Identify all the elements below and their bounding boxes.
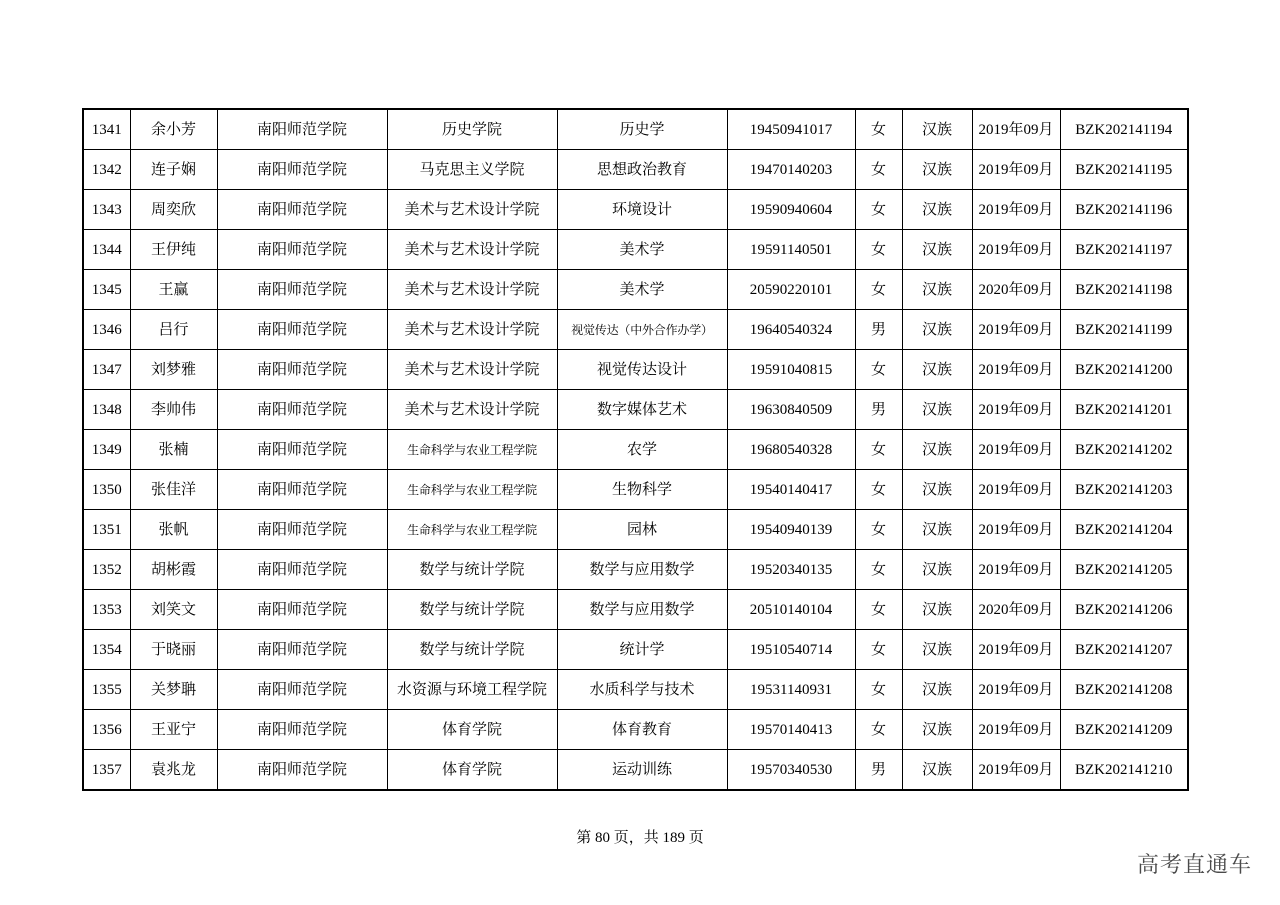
university-cell: 南阳师范学院 xyxy=(217,150,387,190)
gender-cell: 女 xyxy=(855,350,902,390)
table-row xyxy=(83,590,1188,630)
major-cell: 农学 xyxy=(557,430,727,470)
gender-cell: 男 xyxy=(855,310,902,350)
enrollment-date-cell: 2019年09月 xyxy=(972,670,1060,710)
student-name-cell: 王亚宁 xyxy=(130,710,217,750)
enrollment-date-cell: 2019年09月 xyxy=(972,550,1060,590)
enrollment-date-cell: 2019年09月 xyxy=(972,630,1060,670)
university-cell: 南阳师范学院 xyxy=(217,310,387,350)
major-cell: 水质科学与技术 xyxy=(557,670,727,710)
gender-cell: 女 xyxy=(855,109,902,150)
college-cell: 美术与艺术设计学院 xyxy=(387,390,557,430)
ethnicity-cell: 汉族 xyxy=(902,350,972,390)
table-row xyxy=(83,310,1188,350)
row-number-cell: 1349 xyxy=(83,430,130,470)
university-cell: 南阳师范学院 xyxy=(217,550,387,590)
gender-cell: 女 xyxy=(855,470,902,510)
ethnicity-cell: 汉族 xyxy=(902,150,972,190)
enrollment-date-cell: 2019年09月 xyxy=(972,350,1060,390)
certificate-code-cell: BZK202141203 xyxy=(1060,470,1188,510)
row-number-cell: 1354 xyxy=(83,630,130,670)
gender-cell: 女 xyxy=(855,150,902,190)
ethnicity-cell: 汉族 xyxy=(902,510,972,550)
enrollment-date-cell: 2019年09月 xyxy=(972,510,1060,550)
enrollment-date-cell: 2019年09月 xyxy=(972,430,1060,470)
major-cell: 视觉传达设计 xyxy=(557,350,727,390)
table-row xyxy=(83,710,1188,750)
student-name-cell: 王伊纯 xyxy=(130,230,217,270)
student-id-cell: 19570340530 xyxy=(727,750,855,791)
student-id-cell: 19450941017 xyxy=(727,109,855,150)
student-name-cell: 张佳洋 xyxy=(130,470,217,510)
ethnicity-cell: 汉族 xyxy=(902,470,972,510)
gender-cell: 女 xyxy=(855,670,902,710)
enrollment-date-cell: 2019年09月 xyxy=(972,710,1060,750)
watermark-logo-text: 高考直通车 xyxy=(1136,852,1252,877)
student-id-cell: 20590220101 xyxy=(727,270,855,310)
ethnicity-cell: 汉族 xyxy=(902,230,972,270)
certificate-code-cell: BZK202141210 xyxy=(1060,750,1188,791)
table-row xyxy=(83,670,1188,710)
university-cell: 南阳师范学院 xyxy=(217,670,387,710)
certificate-code-cell: BZK202141202 xyxy=(1060,430,1188,470)
row-number-cell: 1350 xyxy=(83,470,130,510)
major-cell: 视觉传达（中外合作办学） xyxy=(557,310,727,350)
ethnicity-cell: 汉族 xyxy=(902,190,972,230)
student-id-cell: 19470140203 xyxy=(727,150,855,190)
college-cell: 马克思主义学院 xyxy=(387,150,557,190)
university-cell: 南阳师范学院 xyxy=(217,190,387,230)
gender-cell: 女 xyxy=(855,190,902,230)
student-name-cell: 王赢 xyxy=(130,270,217,310)
ethnicity-cell: 汉族 xyxy=(902,390,972,430)
table-row xyxy=(83,470,1188,510)
major-cell: 运动训练 xyxy=(557,750,727,791)
major-cell: 生物科学 xyxy=(557,470,727,510)
gender-cell: 女 xyxy=(855,710,902,750)
row-number-cell: 1344 xyxy=(83,230,130,270)
student-name-cell: 张帆 xyxy=(130,510,217,550)
ethnicity-cell: 汉族 xyxy=(902,430,972,470)
ethnicity-cell: 汉族 xyxy=(902,550,972,590)
major-cell: 统计学 xyxy=(557,630,727,670)
student-id-cell: 19520340135 xyxy=(727,550,855,590)
college-cell: 美术与艺术设计学院 xyxy=(387,310,557,350)
certificate-code-cell: BZK202141207 xyxy=(1060,630,1188,670)
student-name-cell: 吕行 xyxy=(130,310,217,350)
certificate-code-cell: BZK202141198 xyxy=(1060,270,1188,310)
university-cell: 南阳师范学院 xyxy=(217,590,387,630)
table-row xyxy=(83,750,1188,791)
row-number-cell: 1357 xyxy=(83,750,130,791)
enrollment-date-cell: 2019年09月 xyxy=(972,470,1060,510)
row-number-cell: 1352 xyxy=(83,550,130,590)
table-row xyxy=(83,630,1188,670)
major-cell: 数字媒体艺术 xyxy=(557,390,727,430)
student-id-cell: 19531140931 xyxy=(727,670,855,710)
certificate-code-cell: BZK202141208 xyxy=(1060,670,1188,710)
college-cell: 数学与统计学院 xyxy=(387,550,557,590)
university-cell: 南阳师范学院 xyxy=(217,710,387,750)
certificate-code-cell: BZK202141200 xyxy=(1060,350,1188,390)
college-cell: 历史学院 xyxy=(387,109,557,150)
university-cell: 南阳师范学院 xyxy=(217,510,387,550)
university-cell: 南阳师范学院 xyxy=(217,390,387,430)
enrollment-date-cell: 2019年09月 xyxy=(972,150,1060,190)
row-number-cell: 1347 xyxy=(83,350,130,390)
gender-cell: 女 xyxy=(855,550,902,590)
table-body xyxy=(83,109,1188,790)
certificate-code-cell: BZK202141201 xyxy=(1060,390,1188,430)
student-name-cell: 胡彬霞 xyxy=(130,550,217,590)
college-cell: 数学与统计学院 xyxy=(387,630,557,670)
student-id-cell: 19570140413 xyxy=(727,710,855,750)
certificate-code-cell: BZK202141197 xyxy=(1060,230,1188,270)
certificate-code-cell: BZK202141206 xyxy=(1060,590,1188,630)
enrollment-date-cell: 2020年09月 xyxy=(972,590,1060,630)
row-number-cell: 1353 xyxy=(83,590,130,630)
enrollment-date-cell: 2019年09月 xyxy=(972,390,1060,430)
certificate-code-cell: BZK202141209 xyxy=(1060,710,1188,750)
college-cell: 水资源与环境工程学院 xyxy=(387,670,557,710)
student-name-cell: 周奕欣 xyxy=(130,190,217,230)
major-cell: 数学与应用数学 xyxy=(557,590,727,630)
table-row xyxy=(83,510,1188,550)
ethnicity-cell: 汉族 xyxy=(902,630,972,670)
table-row xyxy=(83,390,1188,430)
enrollment-date-cell: 2019年09月 xyxy=(972,109,1060,150)
gender-cell: 女 xyxy=(855,230,902,270)
table-row xyxy=(83,109,1188,150)
gender-cell: 男 xyxy=(855,750,902,791)
student-roster-table xyxy=(82,108,1189,791)
college-cell: 美术与艺术设计学院 xyxy=(387,350,557,390)
table-row xyxy=(83,190,1188,230)
student-id-cell: 19591140501 xyxy=(727,230,855,270)
college-cell: 生命科学与农业工程学院 xyxy=(387,470,557,510)
university-cell: 南阳师范学院 xyxy=(217,350,387,390)
table-row xyxy=(83,270,1188,310)
enrollment-date-cell: 2019年09月 xyxy=(972,190,1060,230)
college-cell: 美术与艺术设计学院 xyxy=(387,190,557,230)
table-row xyxy=(83,550,1188,590)
certificate-code-cell: BZK202141199 xyxy=(1060,310,1188,350)
certificate-code-cell: BZK202141194 xyxy=(1060,109,1188,150)
gender-cell: 女 xyxy=(855,270,902,310)
table-row xyxy=(83,230,1188,270)
student-id-cell: 19591040815 xyxy=(727,350,855,390)
university-cell: 南阳师范学院 xyxy=(217,750,387,791)
enrollment-date-cell: 2019年09月 xyxy=(972,230,1060,270)
row-number-cell: 1343 xyxy=(83,190,130,230)
row-number-cell: 1341 xyxy=(83,109,130,150)
row-number-cell: 1345 xyxy=(83,270,130,310)
major-cell: 美术学 xyxy=(557,230,727,270)
row-number-cell: 1342 xyxy=(83,150,130,190)
student-id-cell: 19540140417 xyxy=(727,470,855,510)
college-cell: 美术与艺术设计学院 xyxy=(387,230,557,270)
ethnicity-cell: 汉族 xyxy=(902,710,972,750)
page-number-footer: 第 80 页，共 189 页 xyxy=(576,830,704,846)
gender-cell: 女 xyxy=(855,510,902,550)
gender-cell: 男 xyxy=(855,390,902,430)
student-id-cell: 20510140104 xyxy=(727,590,855,630)
student-name-cell: 李帅伟 xyxy=(130,390,217,430)
ethnicity-cell: 汉族 xyxy=(902,750,972,791)
college-cell: 数学与统计学院 xyxy=(387,590,557,630)
table-row xyxy=(83,430,1188,470)
gender-cell: 女 xyxy=(855,430,902,470)
row-number-cell: 1348 xyxy=(83,390,130,430)
major-cell: 环境设计 xyxy=(557,190,727,230)
certificate-code-cell: BZK202141204 xyxy=(1060,510,1188,550)
major-cell: 思想政治教育 xyxy=(557,150,727,190)
major-cell: 数学与应用数学 xyxy=(557,550,727,590)
student-name-cell: 连子娴 xyxy=(130,150,217,190)
college-cell: 生命科学与农业工程学院 xyxy=(387,430,557,470)
table-row xyxy=(83,150,1188,190)
row-number-cell: 1346 xyxy=(83,310,130,350)
student-id-cell: 19640540324 xyxy=(727,310,855,350)
student-name-cell: 关梦聃 xyxy=(130,670,217,710)
ethnicity-cell: 汉族 xyxy=(902,670,972,710)
university-cell: 南阳师范学院 xyxy=(217,430,387,470)
ethnicity-cell: 汉族 xyxy=(902,109,972,150)
student-name-cell: 张楠 xyxy=(130,430,217,470)
major-cell: 历史学 xyxy=(557,109,727,150)
gender-cell: 女 xyxy=(855,630,902,670)
certificate-code-cell: BZK202141195 xyxy=(1060,150,1188,190)
table-row xyxy=(83,350,1188,390)
university-cell: 南阳师范学院 xyxy=(217,630,387,670)
university-cell: 南阳师范学院 xyxy=(217,270,387,310)
student-name-cell: 余小芳 xyxy=(130,109,217,150)
college-cell: 体育学院 xyxy=(387,750,557,791)
college-cell: 体育学院 xyxy=(387,710,557,750)
student-name-cell: 袁兆龙 xyxy=(130,750,217,791)
student-name-cell: 刘笑文 xyxy=(130,590,217,630)
student-id-cell: 19510540714 xyxy=(727,630,855,670)
student-id-cell: 19540940139 xyxy=(727,510,855,550)
student-name-cell: 刘梦雅 xyxy=(130,350,217,390)
enrollment-date-cell: 2020年09月 xyxy=(972,270,1060,310)
row-number-cell: 1356 xyxy=(83,710,130,750)
major-cell: 园林 xyxy=(557,510,727,550)
college-cell: 美术与艺术设计学院 xyxy=(387,270,557,310)
major-cell: 体育教育 xyxy=(557,710,727,750)
ethnicity-cell: 汉族 xyxy=(902,590,972,630)
ethnicity-cell: 汉族 xyxy=(902,270,972,310)
university-cell: 南阳师范学院 xyxy=(217,470,387,510)
certificate-code-cell: BZK202141196 xyxy=(1060,190,1188,230)
student-id-cell: 19590940604 xyxy=(727,190,855,230)
enrollment-date-cell: 2019年09月 xyxy=(972,310,1060,350)
college-cell: 生命科学与农业工程学院 xyxy=(387,510,557,550)
row-number-cell: 1351 xyxy=(83,510,130,550)
row-number-cell: 1355 xyxy=(83,670,130,710)
university-cell: 南阳师范学院 xyxy=(217,109,387,150)
student-name-cell: 于晓丽 xyxy=(130,630,217,670)
student-id-cell: 19630840509 xyxy=(727,390,855,430)
gender-cell: 女 xyxy=(855,590,902,630)
enrollment-date-cell: 2019年09月 xyxy=(972,750,1060,791)
university-cell: 南阳师范学院 xyxy=(217,230,387,270)
student-id-cell: 19680540328 xyxy=(727,430,855,470)
major-cell: 美术学 xyxy=(557,270,727,310)
certificate-code-cell: BZK202141205 xyxy=(1060,550,1188,590)
ethnicity-cell: 汉族 xyxy=(902,310,972,350)
